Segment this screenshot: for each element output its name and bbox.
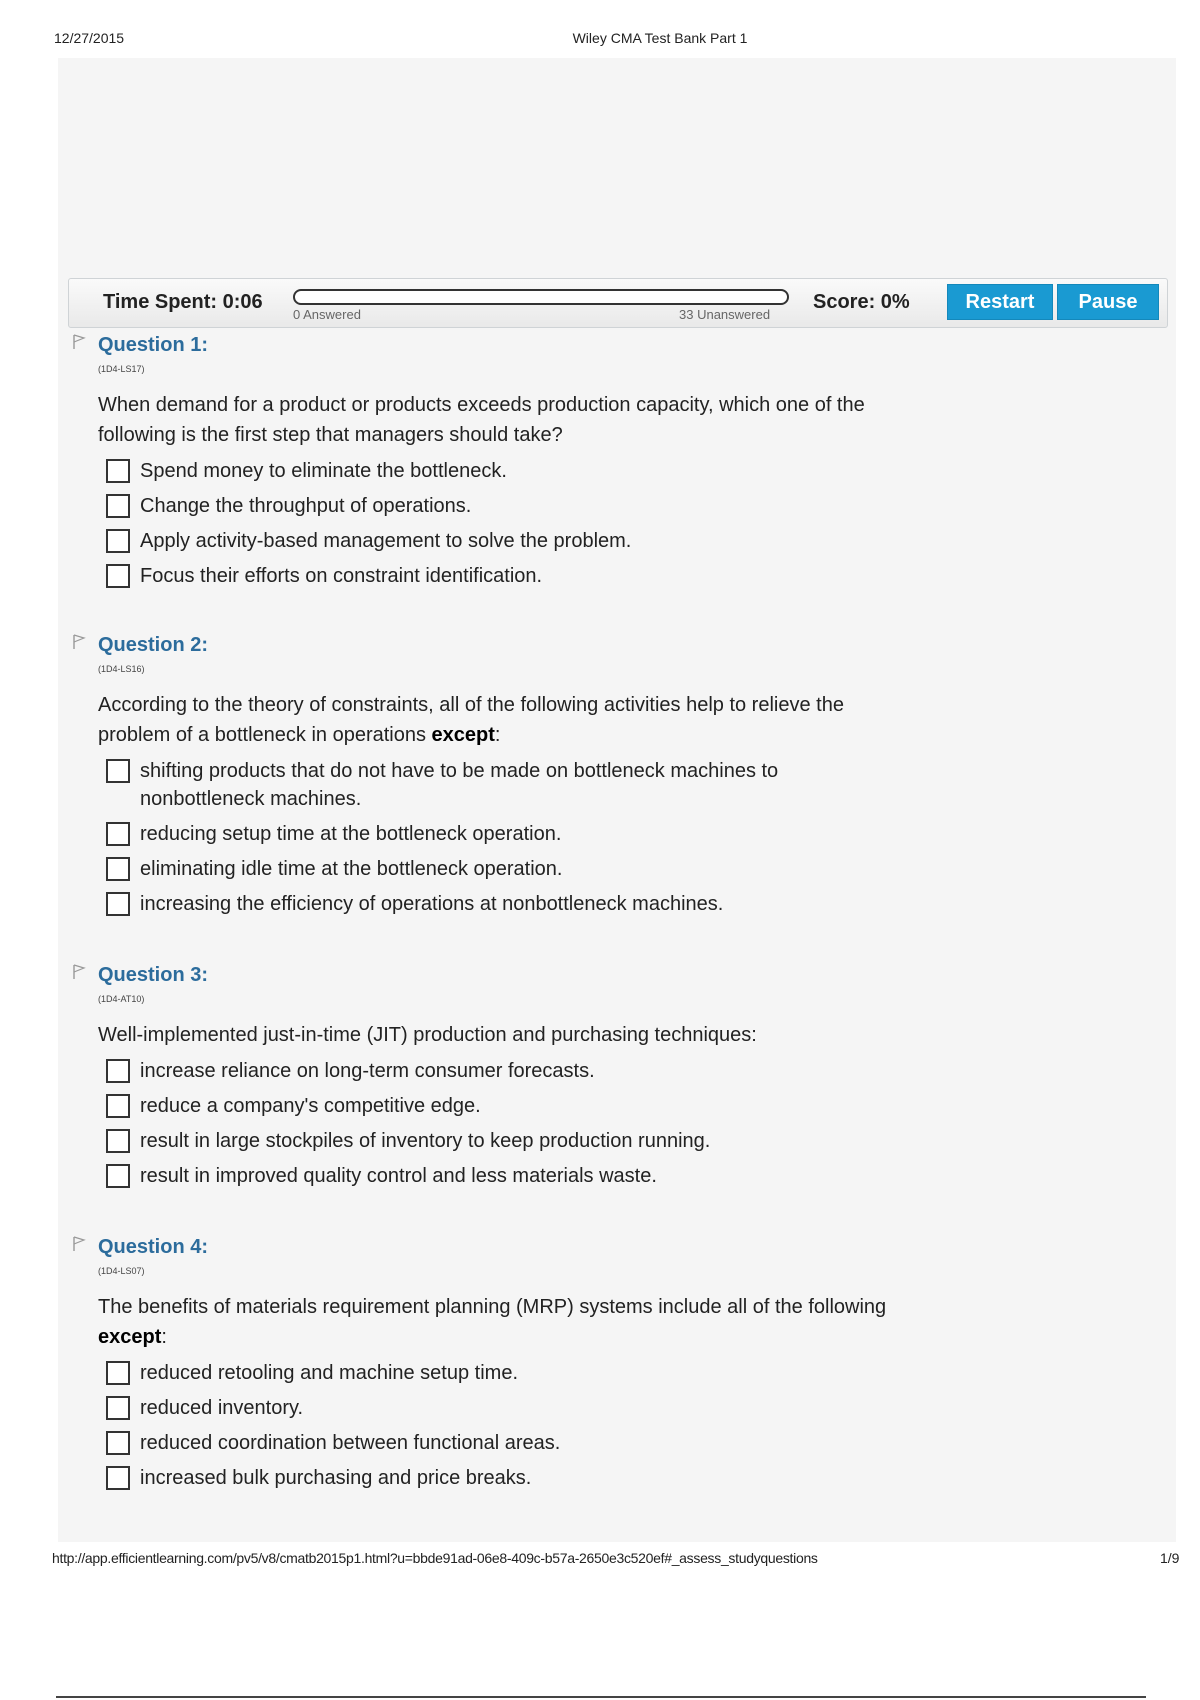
pause-button[interactable]: Pause (1057, 284, 1159, 320)
answer-options (106, 757, 930, 918)
question-1 (70, 334, 930, 590)
question-text-emphasis: except (431, 724, 495, 746)
score: Score: 0% (813, 291, 910, 313)
question-code: (1D4-LS07) (98, 1266, 145, 1276)
answer-option (106, 1464, 930, 1492)
answer-text: result in large stockpiles of inventory to keep production running. (140, 1130, 711, 1152)
progress-bar (293, 289, 789, 305)
answer-option (106, 457, 930, 485)
question-3 (70, 964, 930, 1190)
answer-options (106, 1359, 930, 1492)
answered-count: 0 Answered (293, 307, 361, 322)
question-code: (1D4-LS17) (98, 364, 145, 374)
flag-icon[interactable] (72, 634, 86, 650)
answer-option (106, 562, 930, 590)
question-text (98, 690, 898, 750)
question-text-end: : (161, 1326, 167, 1348)
answer-checkbox[interactable] (106, 857, 130, 881)
answer-checkbox[interactable] (106, 892, 130, 916)
unanswered-count: 33 Unanswered (679, 307, 771, 322)
answer-checkbox[interactable] (106, 1396, 130, 1420)
flag-icon[interactable] (72, 964, 86, 980)
answer-option (106, 1359, 930, 1387)
answer-checkbox[interactable] (106, 529, 130, 553)
question-code: (1D4-AT10) (98, 994, 145, 1004)
question-header (70, 634, 930, 660)
answer-checkbox[interactable] (106, 1431, 130, 1455)
answer-option (106, 1092, 930, 1120)
question-title: Question 1: (98, 334, 209, 356)
answer-text: Apply activity-based management to solve the problem. (140, 530, 632, 552)
flag-icon[interactable] (72, 1236, 86, 1252)
print-title: Wiley CMA Test Bank Part 1 (572, 30, 748, 46)
question-text (98, 1292, 898, 1352)
answer-text: Change the throughput of operations. (140, 495, 472, 517)
question-text-emphasis: except (98, 1326, 162, 1348)
question-header (70, 964, 930, 990)
answer-options (106, 457, 930, 590)
assessment-toolbar (68, 278, 1168, 328)
print-date: 12/27/2015 (54, 30, 125, 46)
answer-checkbox[interactable] (106, 1059, 130, 1083)
answer-text: increased bulk purchasing and price breaks. (140, 1467, 532, 1489)
answer-option (106, 1429, 930, 1457)
answer-option (106, 527, 930, 555)
answer-option (106, 1162, 930, 1190)
answer-checkbox[interactable] (106, 494, 130, 518)
question-2 (70, 634, 930, 918)
answer-text: Focus their efforts on constraint identification. (140, 565, 543, 587)
answer-text: result in improved quality control and less materials waste. (140, 1165, 657, 1187)
restart-button[interactable]: Restart (947, 284, 1053, 320)
answer-checkbox[interactable] (106, 759, 130, 783)
print-url: http://app.efficientlearning.com/pv5/v8/cmatb2015p1.html?u=bbde91ad-06e8-409c-b57a-2650e3c520ef#_assess_studyquestions (52, 1550, 818, 1566)
question-title: Question 3: (98, 964, 209, 986)
question-title: Question 4: (98, 1236, 209, 1258)
answer-text: reduce a company's competitive edge. (140, 1095, 481, 1117)
answer-options (106, 1057, 930, 1190)
print-page-number: 1/9 (1160, 1550, 1180, 1566)
question-header (70, 334, 930, 360)
answer-option (106, 1394, 930, 1422)
time-spent: Time Spent: 0:06 (103, 291, 263, 313)
question-text: When demand for a product or products exceeds production capacity, which one of the following is the first step that managers should take? (98, 394, 865, 446)
answer-text: reduced inventory. (140, 1397, 304, 1419)
question-text: Well-implemented just-in-time (JIT) production and purchasing techniques: (98, 1024, 757, 1046)
answer-checkbox[interactable] (106, 1129, 130, 1153)
answer-checkbox[interactable] (106, 1094, 130, 1118)
answer-option (106, 757, 930, 813)
answer-checkbox[interactable] (106, 1164, 130, 1188)
answer-text: reduced coordination between functional areas. (140, 1432, 561, 1454)
question-text-main: The benefits of materials requirement planning (MRP) systems include all of the following (98, 1296, 887, 1318)
question-title: Question 2: (98, 634, 209, 656)
answer-checkbox[interactable] (106, 564, 130, 588)
question-text-main: According to the theory of constraints, all of the following activities help to relieve the problem of a bottleneck in operations (98, 694, 844, 746)
answer-option (106, 1057, 930, 1085)
answer-text: increase reliance on long-term consumer forecasts. (140, 1060, 595, 1082)
answer-option (106, 855, 930, 883)
print-footer (0, 1550, 1200, 1570)
answer-checkbox[interactable] (106, 459, 130, 483)
flag-icon[interactable] (72, 334, 86, 350)
print-header (0, 30, 1200, 50)
answer-option (106, 492, 930, 520)
answer-option (106, 890, 930, 918)
answer-checkbox[interactable] (106, 822, 130, 846)
answer-text: Spend money to eliminate the bottleneck. (140, 460, 507, 482)
divider (56, 1696, 1146, 1698)
question-4 (70, 1236, 930, 1492)
answer-text: reduced retooling and machine setup time. (140, 1362, 519, 1384)
answer-text: eliminating idle time at the bottleneck operation. (140, 858, 563, 880)
answer-option (106, 820, 930, 848)
answer-text: increasing the efficiency of operations at nonbottleneck machines. (140, 893, 724, 915)
question-text-end: : (494, 724, 501, 746)
answer-text: reducing setup time at the bottleneck operation. (140, 823, 562, 845)
question-code: (1D4-LS16) (98, 664, 145, 674)
answer-text: shifting products that do not have to be made on bottleneck machines to nonbottleneck machines. (140, 760, 779, 810)
answer-checkbox[interactable] (106, 1361, 130, 1385)
answer-checkbox[interactable] (106, 1466, 130, 1490)
question-header (70, 1236, 930, 1262)
answer-option (106, 1127, 930, 1155)
